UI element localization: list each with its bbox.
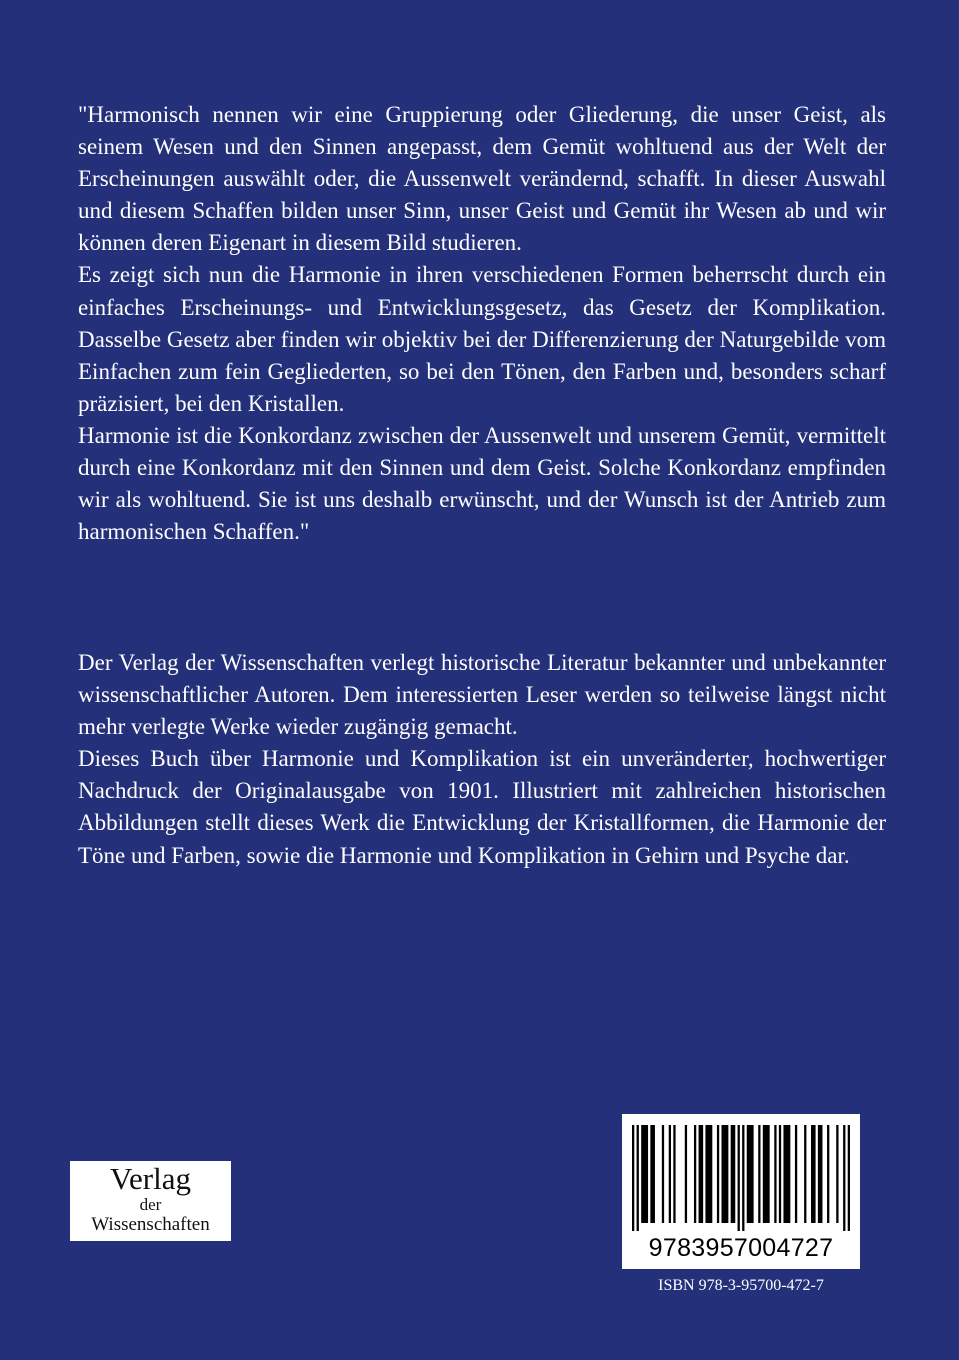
quote-paragraph-3: Harmonie ist die Konkordanz zwischen der Aussenwelt und unserem Gemüt, vermittelt durch eine Konkordanz mit den Sinnen und dem Geist. Solche Konkordanz empfinden wir als wohltuend. Sie ist uns deshalb erwünscht, und der Wunsch ist der Antrieb zum harmonischen Schaffen." — [78, 422, 886, 545]
barcode-bar-25 — [818, 1125, 823, 1223]
barcode-number: 9783957004727 — [648, 1234, 834, 1262]
barcode-bar-23 — [804, 1125, 806, 1223]
barcode-bar-4 — [662, 1125, 664, 1223]
barcode-bar-13 — [731, 1125, 736, 1223]
barcode-bar-8 — [694, 1125, 696, 1223]
barcode-bar-15 — [742, 1125, 744, 1231]
quote-paragraph-1: "Harmonisch nennen wir eine Gruppierung oder Gliederung, die unser Geist, als seinem Wesen und den Sinnen angepasst, dem Gemüt wohltuend aus der Welt der Erscheinungen auswählt oder, die Aussenwelt verändernd, schafft. In dieser Auswahl und diesem Schaffen bilden unser Sinn, unser Geist und Gemüt ihr Wesen ab und wir können deren Eigenart in diesem Bild studieren. — [78, 102, 886, 256]
barcode-bar-10 — [705, 1125, 712, 1223]
barcode-bar-17 — [758, 1125, 760, 1223]
barcode-bar-19 — [774, 1125, 776, 1223]
isbn-label: ISBN 978-3-95700-472-7 — [658, 1277, 824, 1294]
barcode-bar-11 — [717, 1125, 719, 1223]
logo-line-der: der — [139, 1195, 162, 1214]
barcode-bar-12 — [721, 1125, 728, 1223]
blurb-paragraph-2: Dieses Buch über Harmonie und Komplikation ist ein unveränderter, hochwertiger Nachdruck der Originalausgabe von 1901. Illustriert mit zahlreichen historischen Abbildungen stellt dieses Werk die Entwicklung der Kristallformen, die Harmonie der Töne und Farben, sowie die Harmonie und Komplikation in Gehirn und Psyche dar. — [78, 746, 886, 868]
quote-text — [78, 99, 886, 548]
barcode-bar-7 — [685, 1125, 687, 1223]
logo-line-wissenschaften: Wissenschaften — [91, 1214, 210, 1235]
barcode-bar-22 — [795, 1125, 797, 1223]
barcode — [622, 1114, 860, 1269]
barcode-bar-6 — [673, 1125, 675, 1223]
barcode-bar-24 — [811, 1125, 816, 1223]
barcode-bar-29 — [848, 1125, 850, 1231]
publisher-blurb — [78, 647, 886, 872]
barcode-bar-2 — [641, 1125, 648, 1223]
barcode-bar-21 — [783, 1125, 790, 1223]
barcode-bar-5 — [669, 1125, 671, 1223]
barcode-bar-28 — [843, 1125, 845, 1231]
barcode-bar-18 — [763, 1125, 770, 1223]
barcode-bar-3 — [650, 1125, 655, 1223]
barcode-bar-16 — [747, 1125, 754, 1223]
barcode-bar-14 — [738, 1125, 740, 1231]
barcode-bar-26 — [827, 1125, 829, 1223]
quote-paragraph-2: Es zeigt sich nun die Harmonie in ihren verschiedenen Formen beherrscht durch ein einfaches Erscheinungs- und Entwicklungsgesetz, das Gesetz der Komplikation. Dasselbe Gesetz aber finden wir objektiv bei der Differenzierung der Naturgebilde vom Einfachen zum fein Gegliederten, so bei den Tönen, den Farben und, besonders scharf präzisiert, bei den Kristallen. — [78, 262, 886, 416]
blurb-paragraph-1: Der Verlag der Wissenschaften verlegt historische Literatur bekannter und unbekannter wissenschaftlicher Autoren. Dem interessierten Leser werden so teilweise längst nicht mehr verlegte Werke wieder zugängig gemacht. — [78, 650, 886, 740]
publisher-logo — [70, 1161, 231, 1241]
logo-line-verlag: Verlag — [110, 1161, 191, 1196]
barcode-bar-0 — [632, 1125, 634, 1231]
barcode-bar-20 — [779, 1125, 781, 1223]
barcode-bar-1 — [637, 1125, 639, 1231]
barcode-bars — [632, 1125, 850, 1231]
barcode-bar-27 — [836, 1125, 838, 1223]
barcode-bar-9 — [699, 1125, 704, 1223]
